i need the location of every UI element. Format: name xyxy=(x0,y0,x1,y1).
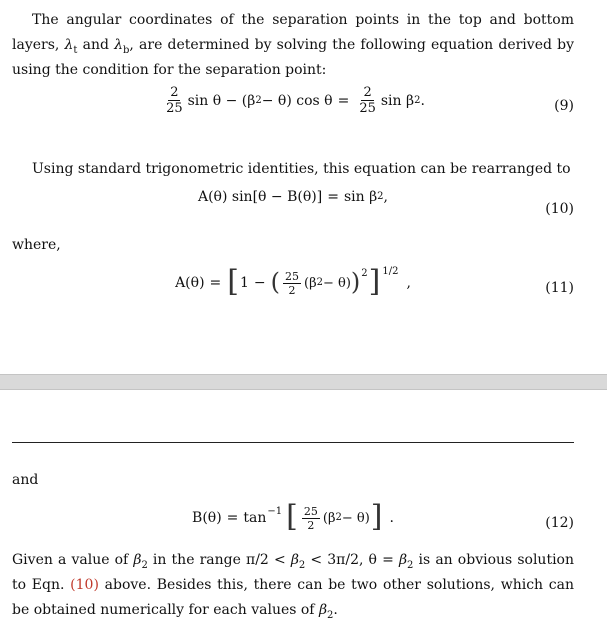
paragraph-solutions: Given a value of $\beta_2$ in the range $\pi/2 < \beta_2 < 3\pi/2$, $\theta = \beta_2$ is an obvious solution to Eqn. (10) above. Besides this, there can be two other solutions, which can be obtained numerically for each values of $\beta_2$. xyxy=(12,552,575,621)
lambda-b-symbol: λ xyxy=(114,37,124,53)
equation-number: (12) xyxy=(545,515,574,531)
equation-12: B(θ) = tan −1 [ $\frac{25}{2}$ (β 2 − θ) ] . (12) xyxy=(192,499,574,534)
paragraph-and: and xyxy=(12,472,39,488)
equation-9: $\frac{2}{25}$ sin θ − (β 2 − θ) cos θ = $\frac{2}{25}$ sin β 2 . (9) xyxy=(166,85,574,116)
equation-number: (10) xyxy=(545,201,574,217)
page-break xyxy=(0,374,607,390)
equation-number: (9) xyxy=(554,98,574,114)
paragraph-rearranged: Using standard trigonometric identities, this equation can be rearranged to xyxy=(32,161,571,177)
equation-number: (11) xyxy=(545,280,574,296)
paragraph-where: where, xyxy=(12,237,61,253)
fraction: $\frac{25}{2}$ xyxy=(285,269,300,297)
paragraph-separation-points: The angular coordinates of the separation points in the top and bottom layers, $\lambda_t$ and $\lambda_b$, are determined by solving the following equation derived by using the condition for the separation point: xyxy=(12,12,574,78)
equation-reference-link[interactable]: (10) xyxy=(70,577,99,593)
fraction: $\frac{2}{25}$ xyxy=(359,85,376,116)
fraction: $\frac{2}{25}$ xyxy=(166,85,183,116)
lambda-t-symbol: λ xyxy=(64,37,74,53)
equation-11: A(θ) = [ 1 − ( $\frac{25}{2}$ (β 2 − θ) ) 2 ] 1/2 , (11) xyxy=(175,264,574,299)
horizontal-rule xyxy=(12,442,574,443)
equation-10: A(θ) sin[θ − B(θ)] = sin β 2 , (10) xyxy=(197,189,574,217)
fraction: $\frac{25}{2}$ xyxy=(303,504,318,532)
